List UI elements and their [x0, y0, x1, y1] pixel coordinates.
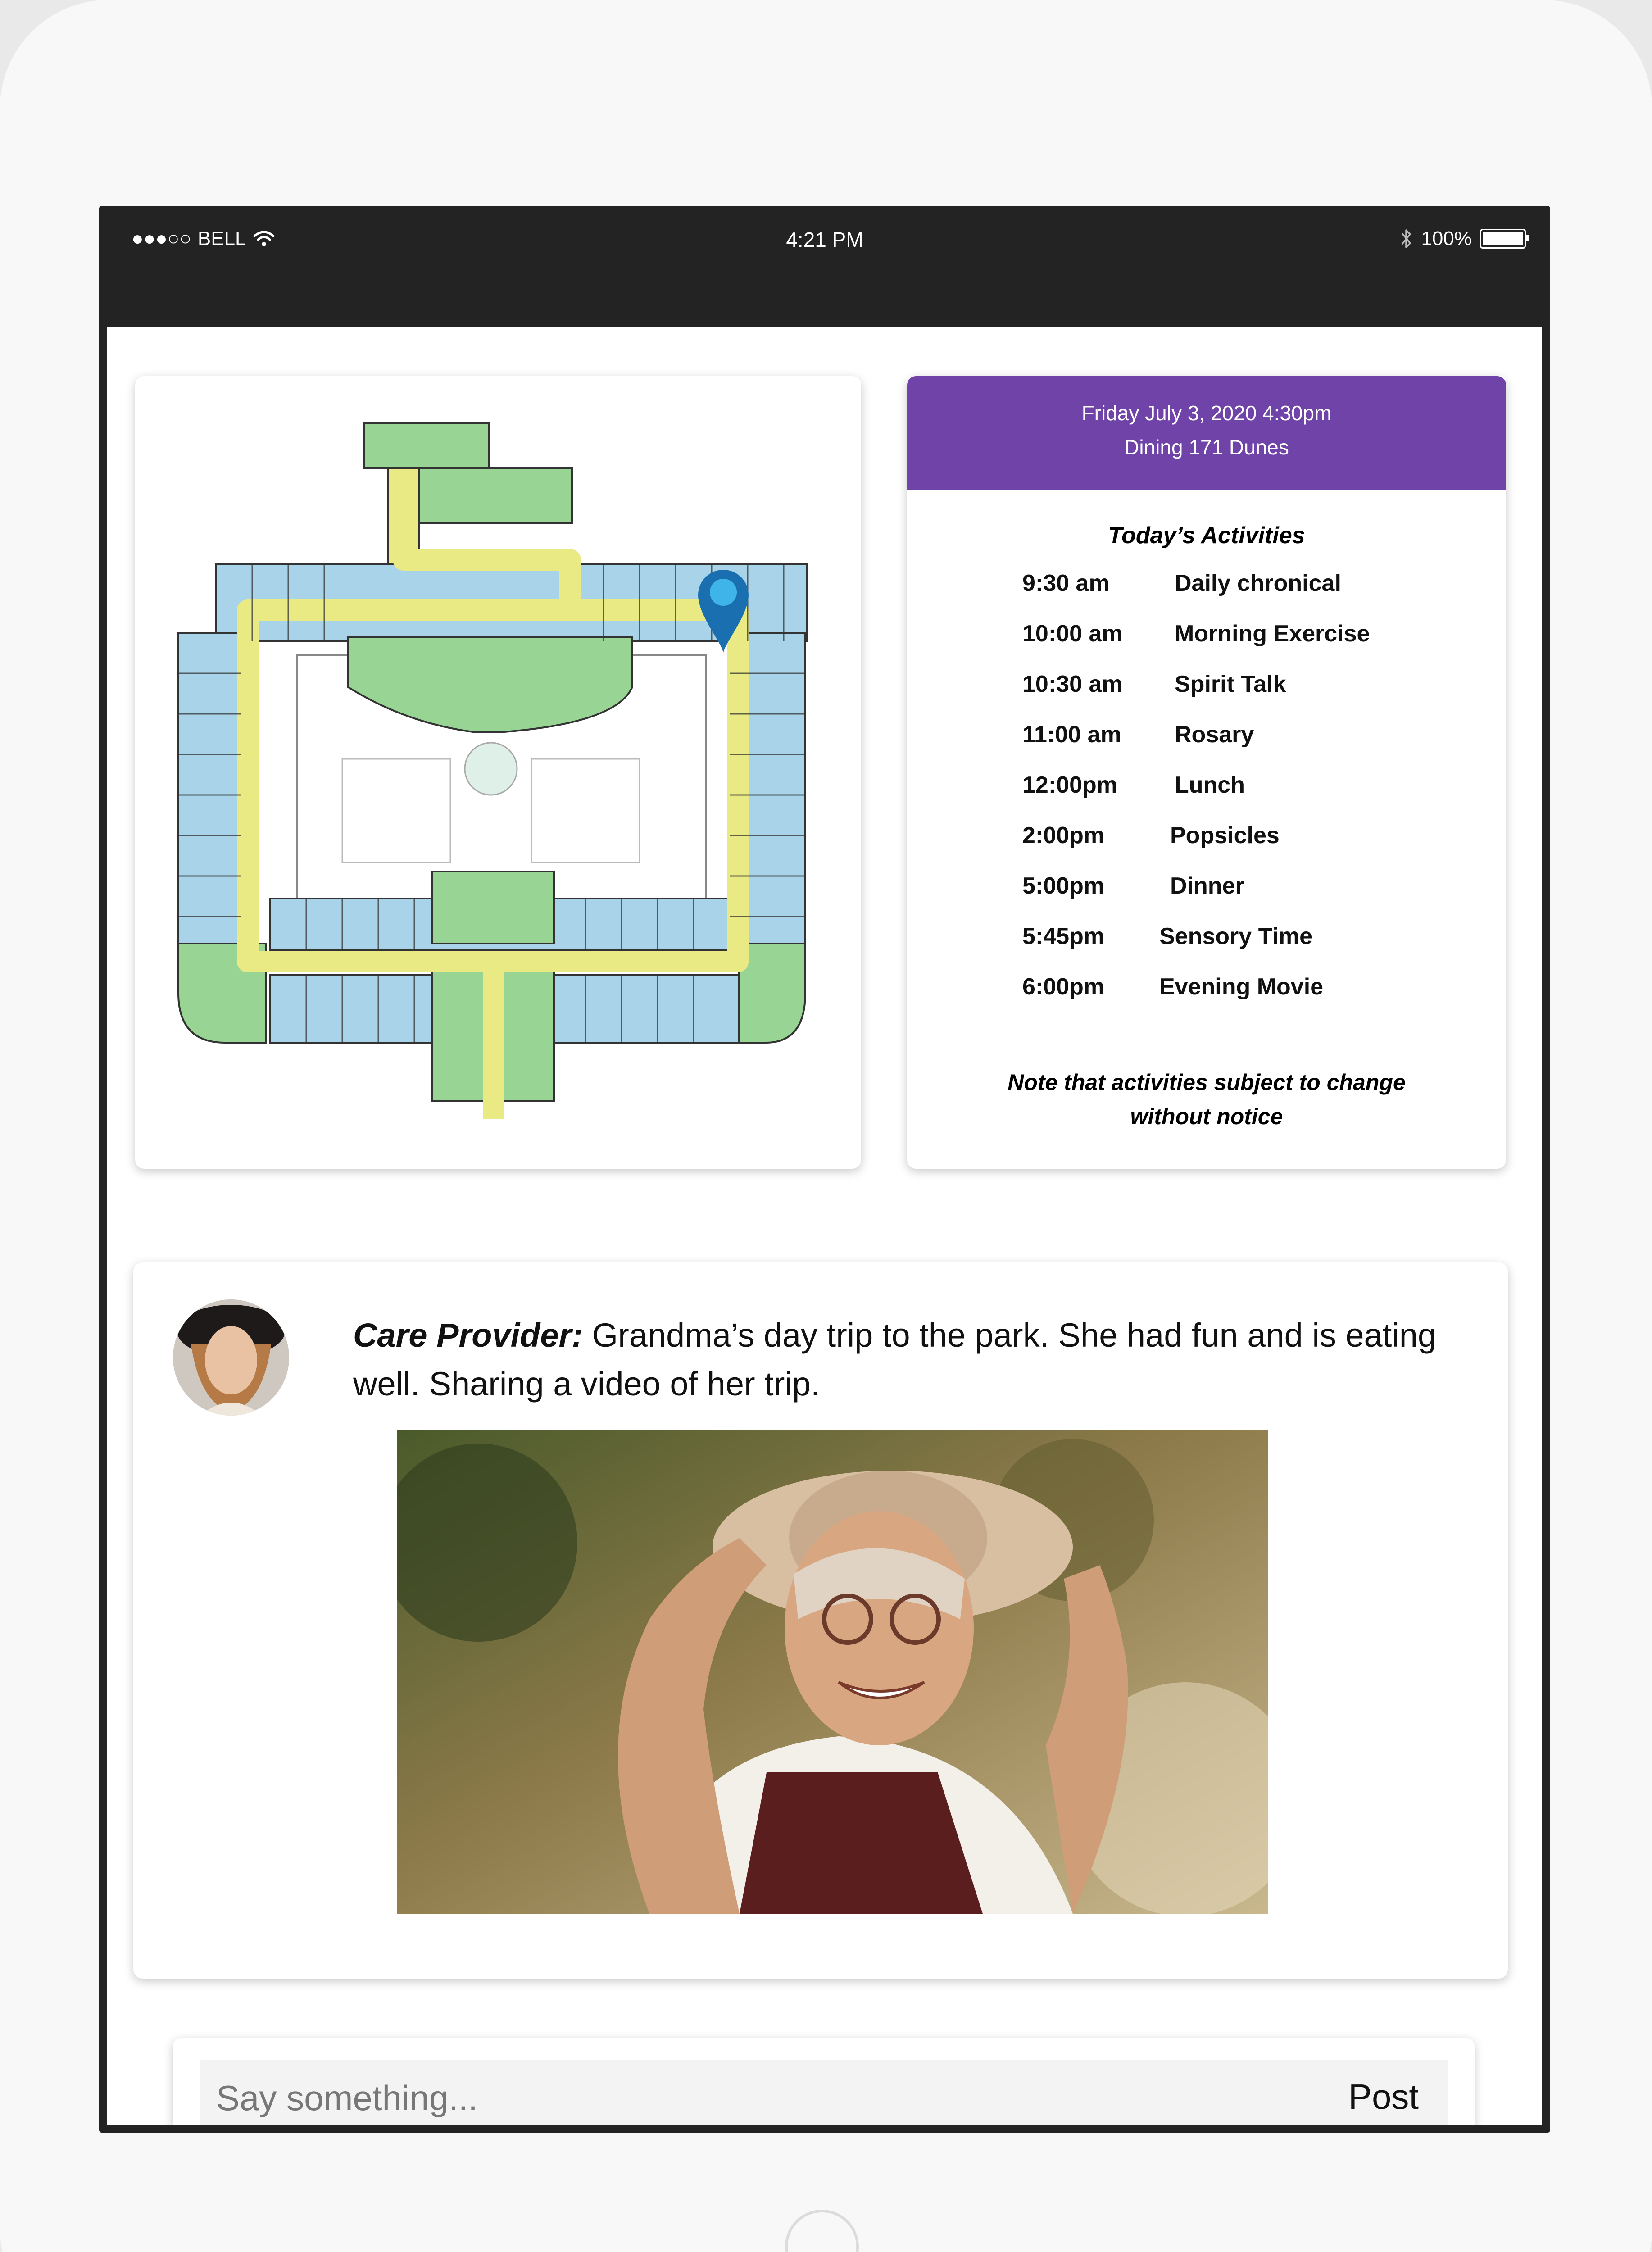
carrier-label: BELL — [197, 227, 246, 250]
care-post-card — [133, 1262, 1508, 1979]
activity-name: Morning Exercise — [1175, 621, 1370, 647]
floor-map[interactable] — [135, 376, 861, 1169]
activity-name: Rosary — [1175, 722, 1254, 748]
activity-time: 5:45pm — [1022, 923, 1105, 949]
activity-time: 9:30 am — [1022, 570, 1110, 596]
activity-name: Dinner — [1170, 873, 1244, 899]
app-content — [107, 327, 1542, 2125]
battery-percent: 100% — [1421, 227, 1472, 250]
activity-time: 10:00 am — [1022, 621, 1123, 647]
bluetooth-icon — [1400, 228, 1413, 250]
trip-photo[interactable] — [397, 1430, 1268, 1914]
signal-icon: ●●●○○ — [132, 227, 191, 250]
activities-note: Note that activities subject to change without notice — [1008, 1070, 1406, 1129]
activity-time: 6:00pm — [1022, 974, 1105, 1000]
post-author: Care Provider: — [353, 1317, 583, 1354]
activity-name: Popsicles — [1170, 822, 1280, 849]
post-button[interactable]: Post — [1346, 2076, 1421, 2118]
activity-name: Lunch — [1175, 772, 1245, 798]
activity-name: Spirit Talk — [1175, 671, 1286, 697]
activity-time: 12:00pm — [1022, 772, 1117, 798]
activities-title: Today’s Activities — [1108, 522, 1305, 549]
comment-composer — [173, 2038, 1475, 2125]
post-text: Care Provider: Grandma’s day trip to the park. She had fun and is eating well. Sharing a video of her trip. — [353, 1317, 1437, 1403]
status-bar — [99, 206, 1550, 327]
activity-name: Evening Movie — [1159, 974, 1324, 1000]
activity-name: Sensory Time — [1159, 923, 1313, 949]
activities-header — [907, 376, 1506, 490]
activities-card — [907, 376, 1506, 1169]
activity-time: 2:00pm — [1022, 822, 1105, 849]
avatar[interactable] — [173, 1299, 289, 1416]
screen — [99, 206, 1550, 2133]
battery-icon — [1480, 229, 1526, 249]
comment-field — [200, 2060, 1448, 2125]
comment-input[interactable] — [215, 2076, 1298, 2120]
clock: 4:21 PM — [786, 228, 863, 251]
home-button[interactable] — [785, 2210, 859, 2252]
activity-time: 11:00 am — [1022, 722, 1121, 748]
event-date: Friday July 3, 2020 4:30pm — [1081, 401, 1332, 425]
activity-time: 10:30 am — [1022, 671, 1123, 697]
activity-name: Daily chronical — [1175, 570, 1341, 596]
floor-map-card[interactable] — [135, 376, 861, 1169]
event-location: Dining 171 Dunes — [1124, 436, 1289, 459]
activity-time: 5:00pm — [1022, 873, 1105, 899]
